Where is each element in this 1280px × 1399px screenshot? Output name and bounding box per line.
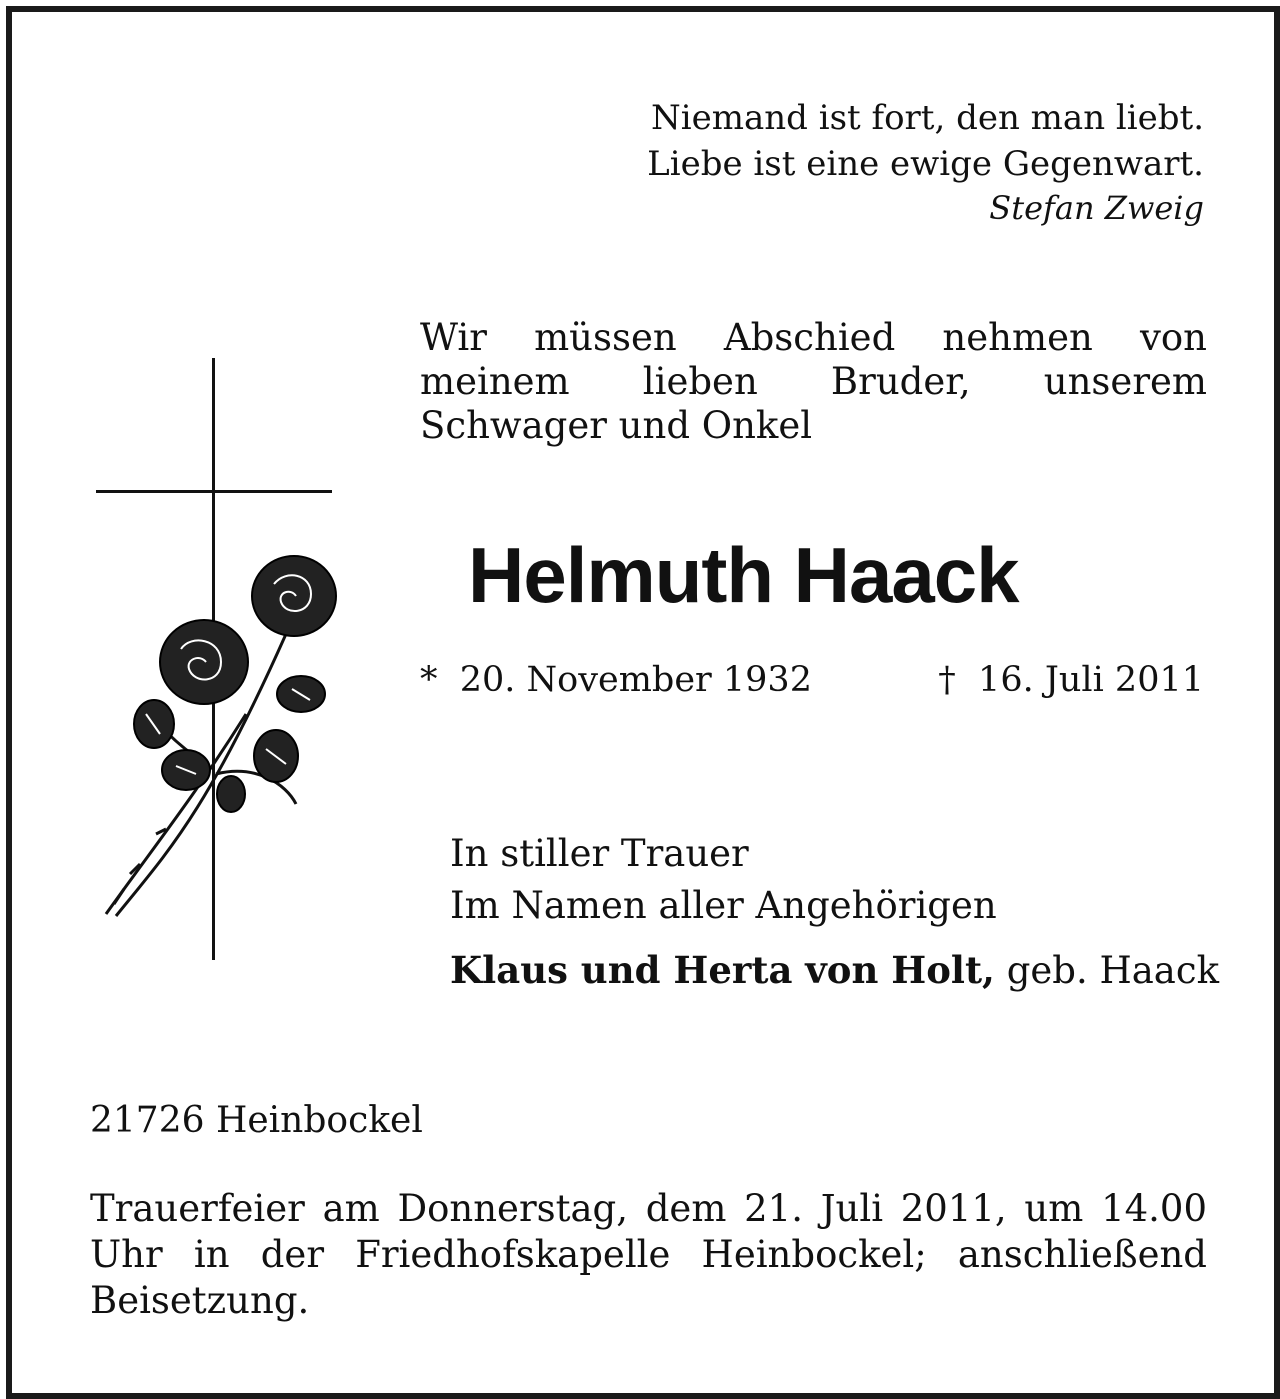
quote-author: Stefan Zweig (989, 189, 1204, 227)
mourning-line-2: Im Namen aller Angehörigen (450, 884, 997, 927)
death-date-text: 16. Juli 2011 (978, 660, 1204, 700)
funeral-details: Trauerfeier am Donnerstag, dem 21. Juli 2011, um 14.00 Uhr in der Friedhofskapelle Heinbockel; anschließend Beisetzung. (90, 1187, 1207, 1322)
birth-symbol: * (420, 660, 438, 700)
intro-text: Wir müssen Abschied nehmen von meinem lieben Bruder, unserem Schwager und Onkel (420, 316, 1207, 447)
place-line: 21726 Heinbockel (90, 1100, 423, 1141)
birth-date-text: 20. November 1932 (459, 660, 812, 700)
cross-bar (96, 490, 332, 493)
death-date (12, 660, 1204, 700)
quote-line-2: Liebe ist eine ewige Gegenwart. (647, 144, 1204, 184)
mourner-names-bold: Klaus und Herta von Holt, (450, 948, 995, 992)
maiden-name: geb. Haack (1006, 949, 1220, 992)
mourner-names (450, 948, 1219, 992)
notice-frame (6, 6, 1280, 1399)
quote-line-1: Niemand ist fort, den man liebt. (650, 98, 1204, 138)
roses-icon (96, 544, 346, 928)
mourning-line-1: In stiller Trauer (450, 832, 749, 875)
deceased-name: Helmuth Haack (468, 531, 1019, 619)
death-symbol: † (938, 660, 956, 700)
